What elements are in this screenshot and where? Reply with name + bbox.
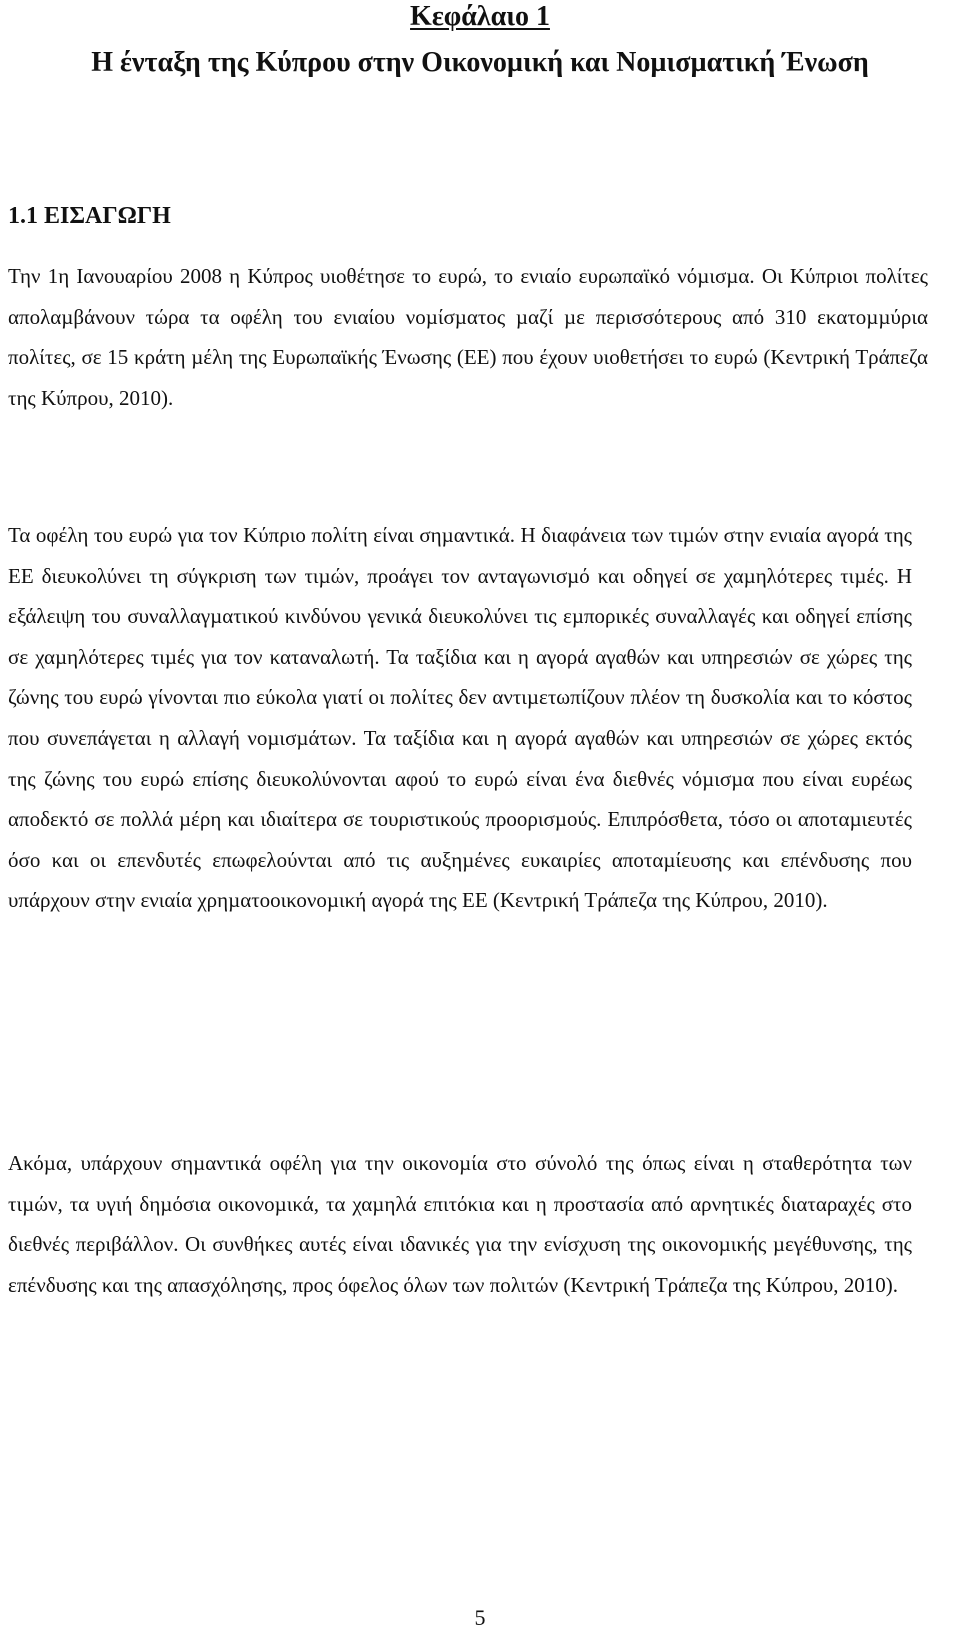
- page-number: 5: [474, 1605, 486, 1630]
- paragraph-euro-benefits: Τα οφέλη του ευρώ για τον Κύπριο πολίτη είναι σηµαντικά. Η διαφάνεια των τιµών στην ενιαία αγορά της ΕΕ διευκολύνει τη σύγκριση των τιµών, προάγει τον ανταγωνισµό και οδηγεί σε χαµηλότερες τιµές. Η εξάλειψη του συναλλαγµατικού κινδύνου γενικά διευκολύνει τις εµπορικές συναλλαγές και οδηγεί επίσης σε χαµηλότερες τιµές για τον καταναλωτή. Τα ταξίδια και η αγορά αγαθών και υπηρεσιών σε χώρες της ζώνης του ευρώ γίνονται πιο εύκολα γιατί οι πολίτες δεν αντιµετωπίζουν πλέον τη δυσκολία και το κόστος που συνεπάγεται η αλλαγή νοµισµάτων. Τα ταξίδια και η αγορά αγαθών και υπηρεσιών σε χώρες εκτός της ζώνης του ευρώ επίσης διευκολύνονται αφού το ευρώ είναι ένα διεθνές νόµισµα που είναι ευρέως αποδεκτό σε πολλά µέρη και ιδιαίτερα σε τουριστικούς προορισµούς. Επιπρόσθετα, τόσο οι αποταµιευτές όσο και οι επενδυτές επωφελούνται από τις αυξηµένες ευκαιρίες αποταµίευσης και επένδυσης που υπάρχουν στην ενιαία χρηµατοοικονοµική αγορά της ΕΕ (Κεντρική Τράπεζα της Κύπρου, 2010).: [8, 523, 912, 913]
- chapter-label: [0, 0, 960, 34]
- paragraph-introduction: Την 1η Ιανουαρίου 2008 η Κύπρος υιοθέτησε το ευρώ, το ενιαίο ευρωπαϊκό νόµισµα. Οι Κύπριοι πολίτες απολαµβάνουν τώρα τα οφέλη του ενιαίου νοµίσµατος µαζί µε περισσότερους από 310 εκατοµµύρια πολίτες, σε 15 κράτη µέλη της Ευρωπαϊκής Ένωσης (ΕΕ) που έχουν υιοθετήσει το ευρώ (Κεντρική Τράπεζα της Κύπρου, 2010).: [8, 264, 928, 410]
- chapter-title: Η ένταξη της Κύπρου στην Οικονοµική και Νοµισµατική Ένωση: [91, 47, 869, 78]
- section-heading: 1.1 ΕΙΣΑΓΩΓΗ: [8, 203, 171, 229]
- paragraph-economy-benefits: Ακόµα, υπάρχουν σηµαντικά οφέλη για την οικονοµία στο σύνολό της όπως είναι η σταθερότητα των τιµών, τα υγιή δηµόσια οικονοµικά, τα χαµηλά επιτόκια και η προστασία από αρνητικές διαταραχές στο διεθνές περιβάλλον. Οι συνθήκες αυτές είναι ιδανικές για την ενίσχυση της οικονοµικής µεγέθυνσης, της επένδυσης και της απασχόλησης, προς όφελος όλων των πολιτών (Κεντρική Τράπεζα της Κύπρου, 2010).: [8, 1151, 912, 1297]
- chapter-label-text: Κεφάλαιο 1: [410, 1, 550, 32]
